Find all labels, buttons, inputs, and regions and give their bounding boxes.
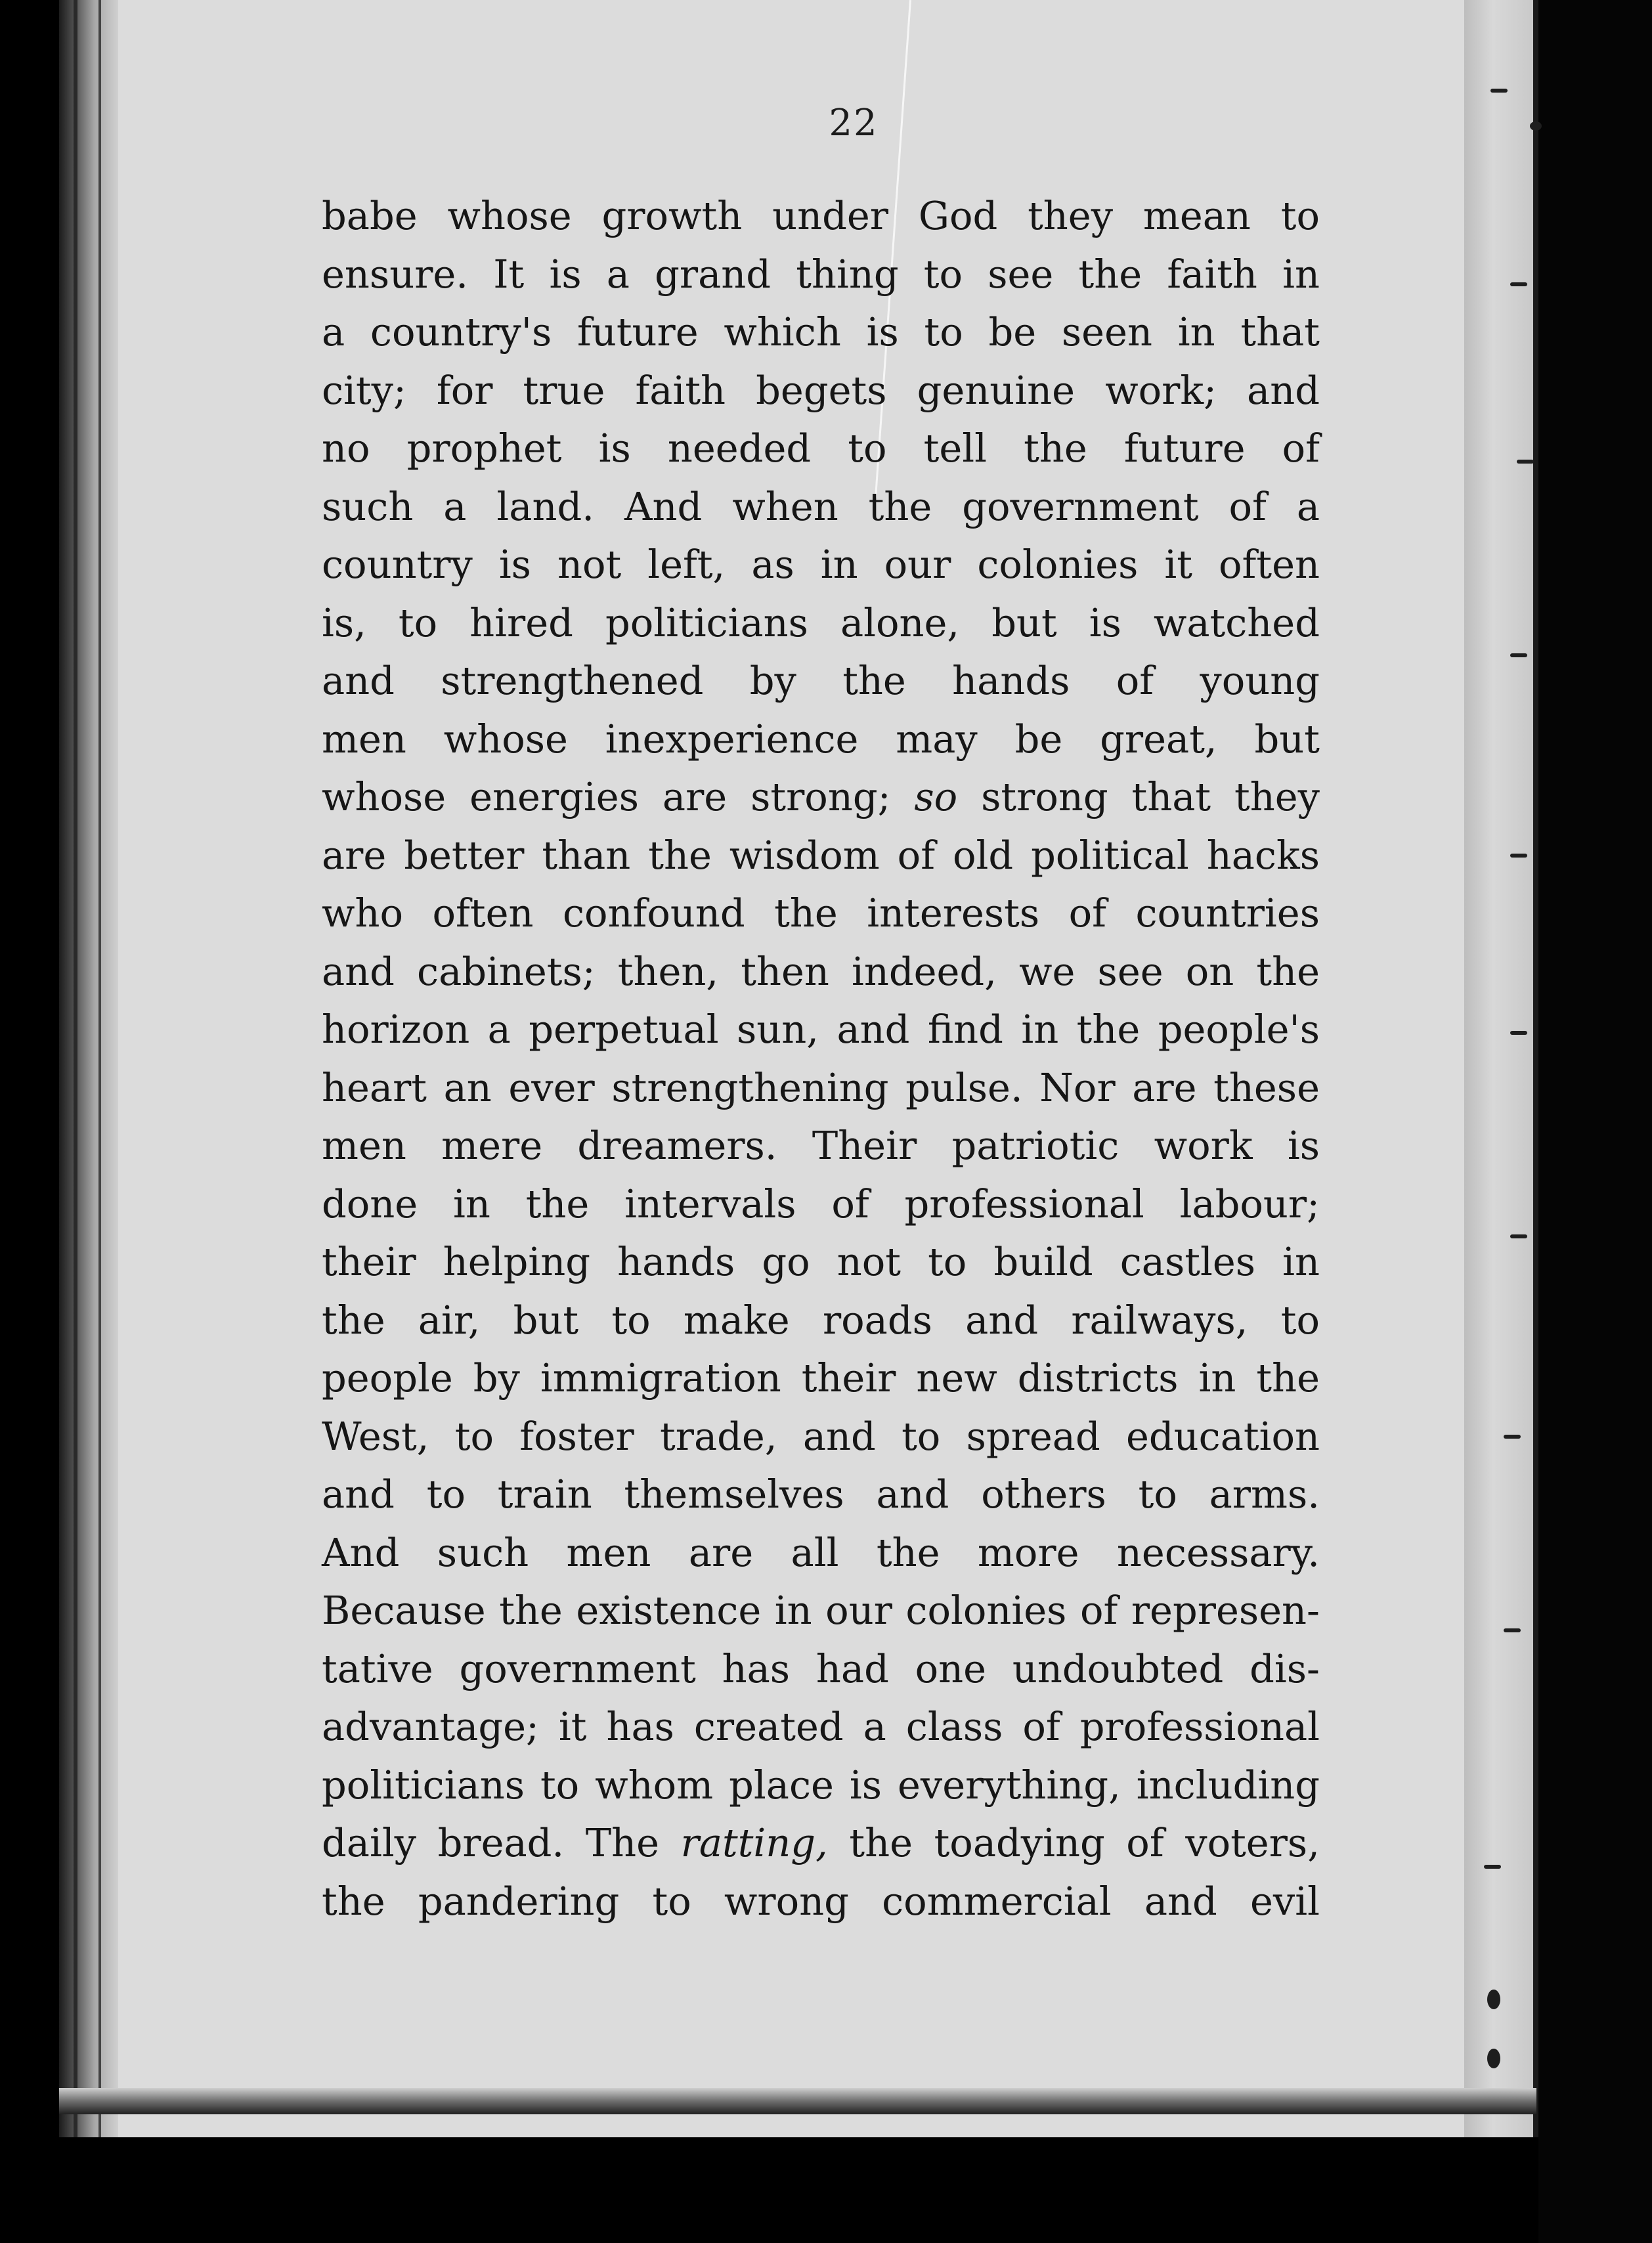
binding-mark <box>1517 460 1534 464</box>
text-segment: daily bread. The <box>322 1820 660 1865</box>
text-line: advantage; it has created a class of professional <box>322 1704 1320 1749</box>
text-line: a country's future which is to be seen in that <box>322 309 1320 355</box>
text-line: are better than the wisdom of old political hacks <box>322 832 1320 878</box>
text-line: such a land. And when the government of a <box>322 483 1320 529</box>
text-line: the pandering to wrong commercial and evil <box>322 1878 1320 1924</box>
binding-mark <box>1510 854 1527 858</box>
binding-mark <box>1490 89 1508 93</box>
binding-mark <box>1504 1435 1521 1439</box>
page-gutter <box>59 0 118 2137</box>
text-line: tative government has had one undoubted dis- <box>322 1645 1320 1691</box>
text-line: the air, but to make roads and railways, to <box>322 1297 1320 1343</box>
text-segment: whose energies are strong; <box>322 774 891 819</box>
text-line-mixed <box>322 1814 1320 1873</box>
binding-mark <box>1530 121 1542 131</box>
text-line: heart an ever strengthening pulse. Nor are these <box>322 1064 1320 1110</box>
gutter-line <box>98 0 101 2137</box>
text-line: is, to hired politicians alone, but is watched <box>322 599 1320 645</box>
text-line: country is not left, as in our colonies it often <box>322 542 1320 587</box>
text-segment: the toadying of voters, <box>849 1820 1320 1865</box>
text-line: And such men are all the more necessary. <box>322 1529 1320 1575</box>
text-line: done in the intervals of professional labour; <box>322 1181 1320 1227</box>
text-line: and cabinets; then, then indeed, we see on the <box>322 948 1320 994</box>
italic-word: so <box>914 774 958 819</box>
binding-mark <box>1484 1865 1501 1869</box>
scan-background-right <box>1538 0 1652 2243</box>
binding-mark <box>1504 1628 1521 1632</box>
text-line: men whose inexperience may be great, but <box>322 716 1320 762</box>
text-line: people by immigration their new districts in the <box>322 1355 1320 1401</box>
text-line: babe whose growth under God they mean to <box>322 193 1320 238</box>
text-line: men mere dreamers. Their patriotic work is <box>322 1123 1320 1168</box>
binding-mark <box>1487 1990 1500 2009</box>
text-line-mixed <box>322 768 1320 827</box>
gutter-line <box>74 0 77 2137</box>
page-number: 22 <box>829 102 879 144</box>
text-line: horizon a perpetual sun, and find in the people's <box>322 1007 1320 1052</box>
text-line: and to train themselves and others to arms. <box>322 1471 1320 1517</box>
text-line: ensure. It is a grand thing to see the faith in <box>322 251 1320 297</box>
page-right-margin <box>1464 0 1536 2137</box>
body-text <box>322 187 1320 1930</box>
page-right-rule <box>1533 0 1538 2137</box>
page-bottom-edge <box>59 2088 1536 2114</box>
text-line: their helping hands go not to build castles in <box>322 1239 1320 1284</box>
text-segment: strong that they <box>981 774 1320 819</box>
binding-mark <box>1510 1234 1527 1238</box>
text-line: and strengthened by the hands of young <box>322 658 1320 703</box>
text-line: no prophet is needed to tell the future of <box>322 425 1320 471</box>
binding-mark <box>1487 2049 1500 2068</box>
italic-word: ratting, <box>680 1820 828 1865</box>
text-line: who often confound the interests of countries <box>322 890 1320 936</box>
text-line: city; for true faith begets genuine work; and <box>322 367 1320 413</box>
binding-mark <box>1510 653 1527 657</box>
text-line: Because the existence in our colonies of represen- <box>322 1588 1320 1633</box>
text-line: politicians to whom place is everything, including <box>322 1762 1320 1808</box>
binding-mark <box>1510 282 1527 286</box>
text-line: West, to foster trade, and to spread education <box>322 1413 1320 1459</box>
binding-mark <box>1510 1031 1527 1035</box>
